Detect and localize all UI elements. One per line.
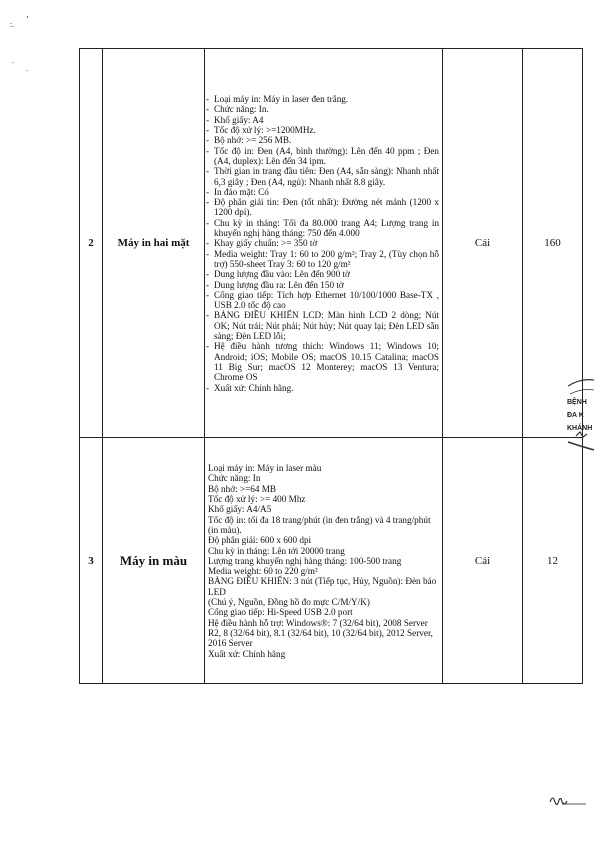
- spec-list: [205, 93, 442, 393]
- spec-cell: [205, 49, 443, 438]
- spec-item: - Hệ điều hành tương thích: Windows 11; Windows 10; Android; iOS; Mobile OS; macOS 10.15 Catalina; macOS 11 Big Sur; macOS 12 Monterey; macOS 13 Ventura; Chrome OS: [214, 341, 439, 382]
- spec-item: - Bộ nhớ: >= 256 MB.: [214, 135, 439, 145]
- spec-item: Media weight: 60 to 220 g/m²: [208, 566, 318, 577]
- spec-item: - Độ phân giải tin: Đen (tốt nhất): Đường nét mảnh (1200 x 1200 dpi).: [214, 197, 439, 218]
- spec-item: Xuất xứ: Chính hãng: [208, 648, 286, 659]
- table-row: [80, 438, 583, 684]
- spec-item: Loại máy in: Máy in laser màu: [208, 463, 322, 474]
- spec-item: - Tốc độ in: Đen (A4, bình thường): Lên đến 40 ppm ; Đen (A4, duplex): Lên đến 34 ipm.: [214, 146, 439, 167]
- specs-table: [79, 48, 583, 684]
- spec-item: - In đảo mặt: Có: [214, 187, 439, 197]
- spec-item: Tốc độ xử lý: >= 400 Mhz: [208, 494, 306, 505]
- spec-item: Chức năng: In: [208, 473, 261, 484]
- table-row: [80, 49, 583, 438]
- spec-item: - Chu kỳ in tháng: Tối đa 80.000 trang A4; Lượng trang in khuyến nghị hàng tháng: 750 đến 4.000: [214, 218, 439, 239]
- spec-item: - Dung lượng đầu vào: Lên đến 900 tờ: [214, 269, 439, 279]
- stamp-text: BỆNH: [567, 399, 587, 406]
- spec-item: - Tốc độ xử lý: >=1200MHz.: [214, 125, 439, 135]
- product-name: Máy in hai mặt: [103, 49, 205, 438]
- scan-speck: .: [12, 56, 14, 65]
- official-stamp: [566, 366, 594, 466]
- spec-item: - Media weight: Tray 1: 60 to 200 g/m²; Tray 2, (Tùy chọn hỗ trợ) 550-sheet Tray 3: 60 to 120 g/m²: [214, 249, 439, 270]
- scan-speck: ‚: [26, 10, 29, 19]
- stamp-text: KHÁNH: [567, 425, 593, 432]
- spec-item: - Xuất xứ: Chính hãng.: [214, 383, 439, 393]
- spec-item: - Cổng giao tiếp: Tích hợp Ethernet 10/100/1000 Base-TX , USB 2.0 tốc độ cao: [214, 290, 439, 311]
- spec-list: [205, 462, 442, 659]
- spec-item: (Chú ý, Nguồn, Đồng hồ đo mực C/M/Y/K): [208, 597, 370, 608]
- scan-speck: :.: [10, 20, 15, 29]
- spec-item: - Khổ giấy: A4: [214, 115, 439, 125]
- spec-item: Tốc độ in: tối đa 18 trang/phút (in đen trắng) và 4 trang/phút (in màu).: [208, 514, 431, 535]
- spec-item: Lượng trang khuyến nghị hàng tháng: 100-500 trang: [208, 555, 402, 566]
- spec-item: - Chức năng: In.: [214, 104, 439, 114]
- spec-item: Độ phân giải: 600 x 600 dpi: [208, 535, 312, 546]
- spec-item: - Dung lượng đầu ra: Lên đến 150 tờ: [214, 280, 439, 290]
- quantity-cell: 12: [523, 438, 583, 684]
- spec-item: - Thời gian in trang đầu tiên: Đen (A4, sẵn sàng): Nhanh nhất 6,3 giây ; Đen (A4, ngủ): Nhanh nhất 8.8 giây.: [214, 166, 439, 187]
- spec-item: Khổ giấy: A4/A5: [208, 504, 272, 515]
- stamp-text: ĐA K: [567, 412, 584, 419]
- spec-item: - Loại máy in: Máy in laser đen trắng.: [214, 94, 439, 104]
- spec-item: - BẢNG ĐIỀU KHIỂN LCD: Màn hình LCD 2 dòng; Nút OK; Nút trái; Nút phải; Nút hủy; Nút quay lại; Đèn LED sẵn sàng; Đèn LED lỗi;: [214, 310, 439, 341]
- scan-speck: .: [26, 64, 28, 73]
- spec-item: - Khay giấy chuẩn: >= 350 tờ: [214, 238, 439, 248]
- quantity-cell: 160: [523, 49, 583, 438]
- row-number: 2: [80, 49, 103, 438]
- product-name: Máy in màu: [103, 438, 205, 684]
- spec-item: Cổng giao tiếp: Hi-Speed USB 2.0 port: [208, 607, 353, 618]
- unit-cell: Cái: [443, 438, 523, 684]
- spec-item: Bộ nhớ: >=64 MB: [208, 483, 277, 494]
- spec-item: Hệ điều hành hỗ trợ: Windows®: 7 (32/64 bit), 2008 Server R2, 8 (32/64 bit), 8.1 (32/64 bit), 10 (32/64 bit), 2012 Server, 2016 Server: [208, 617, 433, 649]
- spec-item: Chu kỳ in tháng: Lên tới 20000 trang: [208, 545, 345, 556]
- spec-cell: [205, 438, 443, 684]
- signature-mark: [548, 790, 588, 810]
- spec-item: BẢNG ĐIỀU KHIỂN: 3 nút (Tiếp tục, Hủy, Nguồn): Đèn báo LED: [208, 576, 437, 597]
- row-number: 3: [80, 438, 103, 684]
- unit-cell: Cái: [443, 49, 523, 438]
